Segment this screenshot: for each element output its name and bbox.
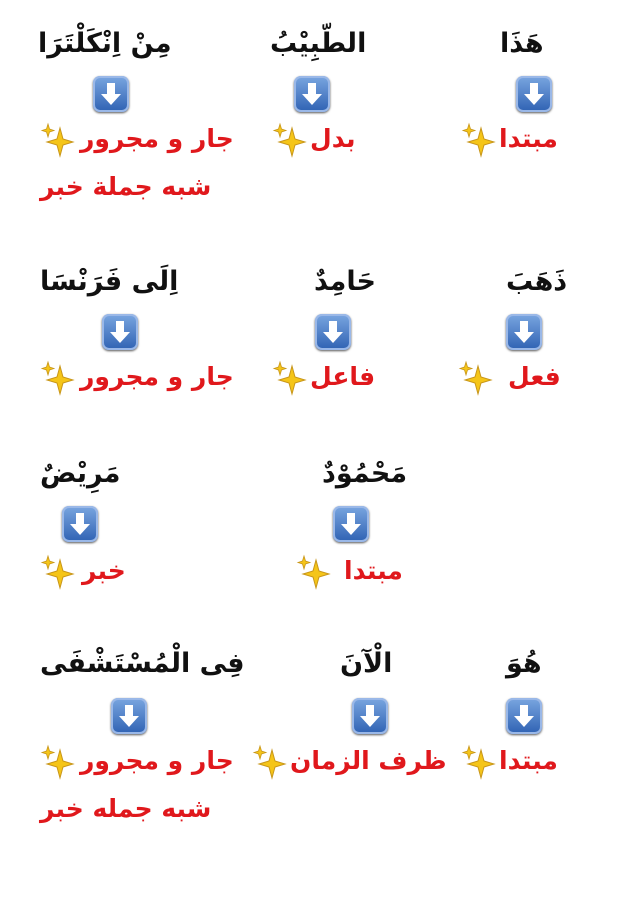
word: مَحْمُوْدٌ (322, 458, 408, 489)
sparkles-icon (252, 744, 288, 780)
down-arrow-button-icon (516, 76, 552, 112)
down-arrow-button-icon (352, 698, 388, 734)
down-arrow-button-icon (93, 76, 129, 112)
down-arrow-button-icon (62, 506, 98, 542)
grammar-label: مبتدا (499, 746, 558, 775)
sparkles-icon (40, 554, 76, 590)
note-label: شبه جملة خبر (40, 172, 212, 201)
grammar-label: جار و مجرور (80, 124, 234, 153)
sparkles-icon (40, 744, 76, 780)
word: الطّبِيْبُ (270, 28, 367, 59)
sparkles-icon (461, 744, 497, 780)
word: هَذَا (500, 28, 544, 59)
word: ذَهَبَ (506, 266, 568, 297)
word: هُوَ (506, 648, 542, 679)
sparkles-icon (296, 554, 332, 590)
word: الْآنَ (340, 648, 393, 679)
down-arrow-button-icon (294, 76, 330, 112)
sparkles-icon (272, 122, 308, 158)
word: اِلَى فَرَنْسَا (40, 266, 179, 297)
grammar-label: جار و مجرور (80, 362, 234, 391)
grammar-label: مبتدا (499, 124, 558, 153)
down-arrow-button-icon (315, 314, 351, 350)
note-label: شبه جمله خبر (40, 794, 212, 823)
grammar-label: خبر (82, 556, 126, 585)
word: فِى الْمُسْتَشْفَى (40, 648, 245, 679)
grammar-label: فعل (508, 362, 561, 391)
sparkles-icon (272, 360, 308, 396)
down-arrow-button-icon (111, 698, 147, 734)
grammar-label: بدل (310, 124, 356, 153)
sparkles-icon (40, 360, 76, 396)
down-arrow-button-icon (506, 314, 542, 350)
grammar-label: ظرف الزمان (290, 746, 447, 775)
down-arrow-button-icon (333, 506, 369, 542)
down-arrow-button-icon (102, 314, 138, 350)
grammar-label: جار و مجرور (80, 746, 234, 775)
sparkles-icon (458, 360, 494, 396)
down-arrow-button-icon (506, 698, 542, 734)
word: مِنْ اِنْكَلْتَرَا (38, 28, 172, 59)
sparkles-icon (40, 122, 76, 158)
sparkles-icon (461, 122, 497, 158)
word: حَامِدٌ (314, 266, 376, 297)
grammar-label: مبتدا (344, 556, 403, 585)
grammar-label: فاعل (310, 362, 376, 391)
word: مَرِيْضٌ (40, 458, 121, 489)
